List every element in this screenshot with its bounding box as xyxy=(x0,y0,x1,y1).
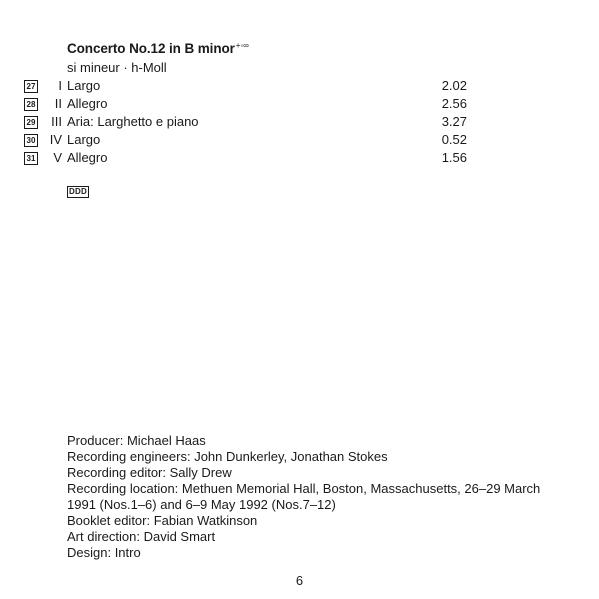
page-number: 6 xyxy=(295,573,304,588)
concerto-title-text: Concerto No.12 in B minor xyxy=(67,41,235,56)
title-mark: +◦∞ xyxy=(235,41,249,50)
track-row xyxy=(0,114,599,132)
credit-line: Recording editor: Sally Drew xyxy=(67,465,232,480)
movement-duration: 3.27 xyxy=(441,114,467,129)
movement-number: IV xyxy=(49,132,62,147)
ddd-recording-badge: DDD xyxy=(69,187,87,196)
track-number-box: 31 xyxy=(24,152,38,165)
movement-name: Allegro xyxy=(67,150,108,165)
track-row xyxy=(0,96,599,114)
credits-block xyxy=(67,433,577,561)
track-row xyxy=(0,132,599,150)
movement-number: III xyxy=(51,114,62,129)
movement-duration: 2.56 xyxy=(441,96,467,111)
movement-number: II xyxy=(54,96,62,111)
concerto-subtitle: si mineur · h-Moll xyxy=(67,60,167,75)
movement-number: V xyxy=(53,150,62,165)
concerto-title xyxy=(67,41,249,56)
credit-line: Recording location: Methuen Memorial Hall, Boston, Massachusetts, 26–29 March xyxy=(67,481,541,496)
track-row xyxy=(0,150,599,168)
track-number-box: 28 xyxy=(24,98,38,111)
movement-number: I xyxy=(58,78,62,93)
movement-name: Largo xyxy=(67,78,101,93)
movement-duration: 2.02 xyxy=(441,78,467,93)
movement-duration: 0.52 xyxy=(441,132,467,147)
track-number-box: 27 xyxy=(24,80,38,93)
track-number-box: 30 xyxy=(24,134,38,147)
track-number-box: 29 xyxy=(24,116,38,129)
track-row xyxy=(0,78,599,96)
movement-duration: 1.56 xyxy=(441,150,467,165)
credit-line: Art direction: David Smart xyxy=(67,529,216,544)
movement-name: Largo xyxy=(67,132,101,147)
credit-line: Design: Intro xyxy=(67,545,141,560)
credit-line: Recording engineers: John Dunkerley, Jonathan Stokes xyxy=(67,449,388,464)
movement-name: Aria: Larghetto e piano xyxy=(67,114,199,129)
movement-name: Allegro xyxy=(67,96,108,111)
credit-line: 1991 (Nos.1–6) and 6–9 May 1992 (Nos.7–12) xyxy=(67,497,336,512)
credit-line: Producer: Michael Haas xyxy=(67,433,206,448)
credit-line: Booklet editor: Fabian Watkinson xyxy=(67,513,258,528)
